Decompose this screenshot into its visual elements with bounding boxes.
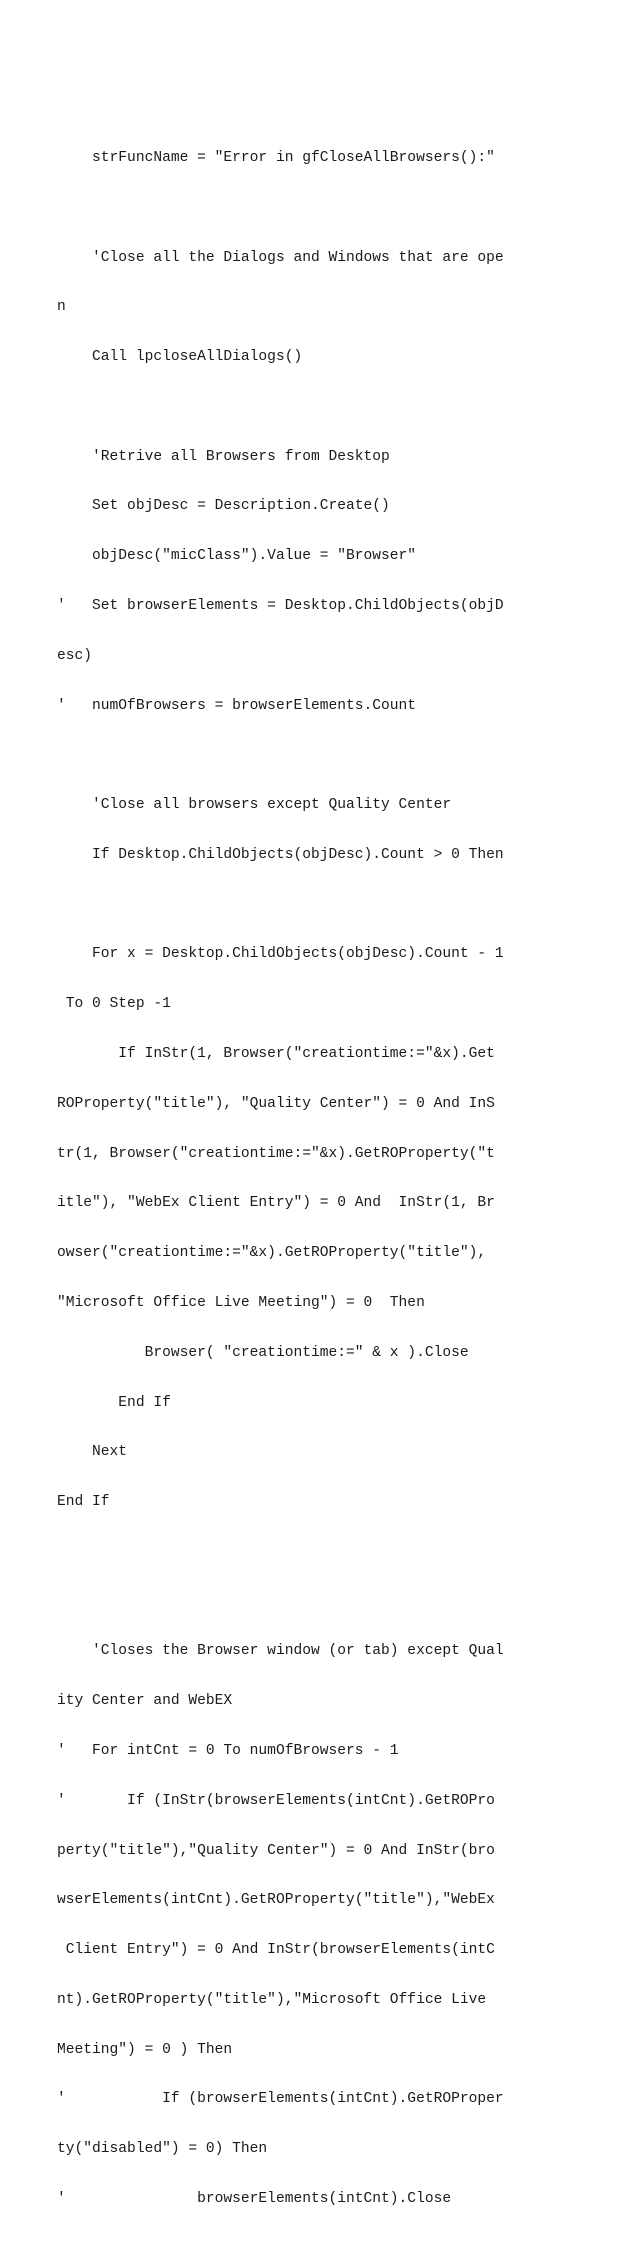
code-line: If Desktop.ChildObjects(objDesc).Count > 0 Then [57,846,504,863]
code-line: ROProperty("title"), "Quality Center") = 0 And InS [57,1095,495,1112]
code-line: End If [57,1394,171,1411]
code-line: ' browserElements(intCnt).Close [57,2191,452,2207]
code-line: ' Set browserElements = Desktop.ChildObjects(objD [57,598,504,614]
code-line: ty("disabled") = 0) Then [57,2141,268,2158]
code-line: Meeting") = 0 ) Then [57,2041,233,2058]
code-line: itle"), "WebEx Client Entry") = 0 And InStr(1, Br [57,1195,495,1212]
code-line: Call lpcloseAllDialogs() [57,349,303,366]
code-line: Next [57,1444,128,1461]
code-line: To 0 Step -1 [57,996,171,1013]
code-line: esc) [57,647,93,664]
code-line [57,747,617,764]
code-line: ' If (browserElements(intCnt).GetROProper [57,2091,504,2108]
code-line: nt).GetROProperty("title"),"Microsoft Office Live [57,1991,487,2008]
code-line: ity Center and WebEX [57,1693,233,1710]
code-line: perty("title"),"Quality Center") = 0 And InStr(bro [57,1842,495,1859]
code-line [57,100,617,117]
code-line: Browser( "creationtime:=" & x ).Close [57,1344,469,1361]
code-line [57,399,617,416]
code-line: tr(1, Browser("creationtime:="&x).GetROProperty("t [57,1145,495,1162]
code-line: 'Retrive all Browsers from Desktop [57,448,390,465]
code-line: 'Closes the Browser window (or tab) except Qual [57,1643,504,1660]
code-line: ' numOfBrowsers = browserElements.Count [57,697,417,714]
code-listing [57,67,617,2241]
code-line: For x = Desktop.ChildObjects(objDesc).Count - 1 [57,946,504,963]
code-line: 'Close all browsers except Quality Center [57,797,452,814]
code-line: ' If (InStr(browserElements(intCnt).GetROPro [57,1792,495,1809]
code-line: owser("creationtime:="&x).GetROProperty("title"), [57,1245,487,1262]
code-line [57,200,617,217]
code-line: Set objDesc = Description.Create() [57,498,390,515]
code-line: wserElements(intCnt).GetROProperty("title"),"WebEx [57,1892,495,1909]
code-line: 'Close all the Dialogs and Windows that are ope [57,249,504,266]
code-line: n [57,299,66,316]
code-line: strFuncName = "Error in gfCloseAllBrowsers():" [57,149,495,166]
code-line: ' For intCnt = 0 To numOfBrowsers - 1 [57,1742,399,1759]
code-line [57,1544,617,1561]
code-line: End If [57,1494,110,1511]
code-line: If InStr(1, Browser("creationtime:="&x).Get [57,1046,495,1063]
code-line: "Microsoft Office Live Meeting") = 0 Then [57,1294,425,1311]
code-line: Client Entry") = 0 And InStr(browserElements(intC [57,1942,495,1959]
code-line [57,897,617,914]
code-line: objDesc("micClass").Value = "Browser" [57,548,417,565]
code-line [57,1594,617,1611]
